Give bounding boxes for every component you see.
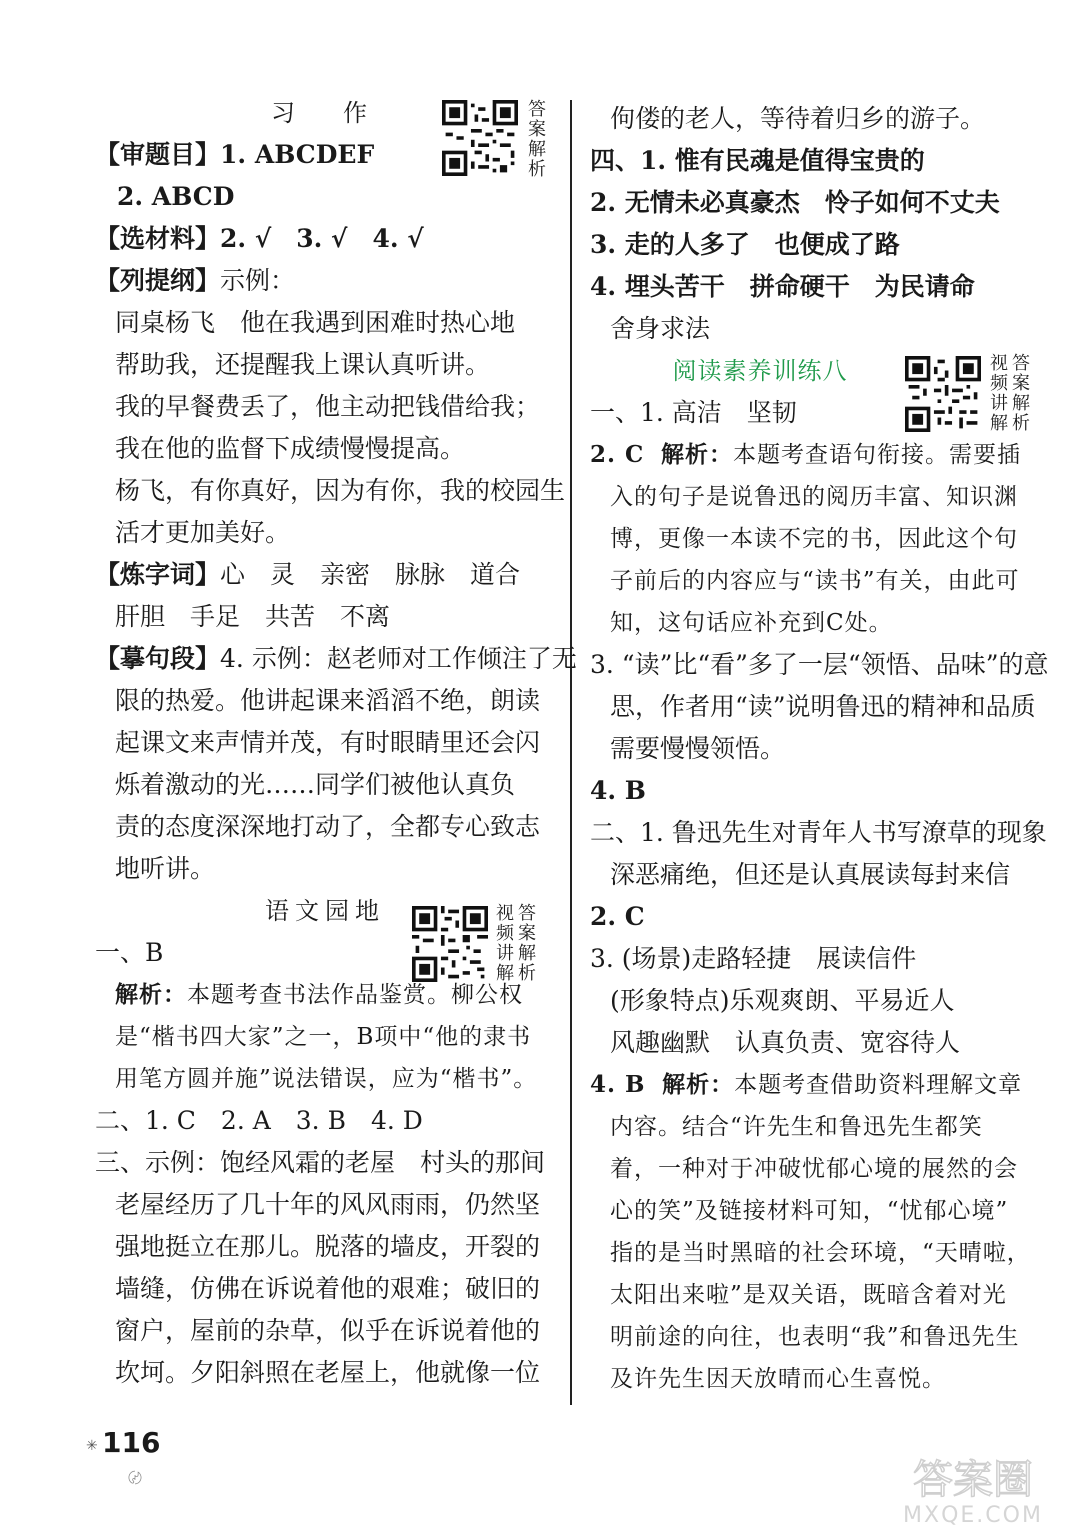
qr-code-icon [905,356,981,432]
answer-line: 2. 无情未必真豪杰 怜子如何不丈夫 [590,188,1000,217]
answer-line: 墙缝，仿佛在诉说着他的艰难；破旧的 [115,1274,541,1303]
answer-text: 示例： [220,266,296,295]
answer-line: 4. 埋头苦干 拼命硬干 为民请命 [590,272,975,301]
caption-char: 解 [496,963,514,984]
answer-text: 1. ABCDEF [220,140,375,169]
answer-line: 明前途的向往，也表明“我”和鲁迅先生 [610,1324,1020,1350]
qr-code-yuwenyuandi[interactable] [412,906,488,982]
qr-code-icon [442,100,518,176]
answer-line: 内容。结合“许先生和鲁迅先生都笑 [610,1114,983,1140]
tag-lietigang: 【列提纲】 [95,266,221,295]
caption-char: 解 [528,139,546,160]
answer-line: 坎坷。夕阳斜照在老屋上，他就像一位 [115,1358,541,1387]
answer-line: 2. C [590,902,645,931]
answer-line: 3. 走的人多了 也便成了路 [590,230,900,259]
caption-char: 析 [518,963,536,984]
caption-char: 案 [528,119,546,140]
page-number: 116 [102,1426,161,1459]
answer-line: 风趣幽默 认真负责、宽容待人 [610,1028,961,1057]
answer-line: 佝偻的老人，等待着归乡的游子。 [610,104,986,133]
answer-text: 心 灵 亲密 脉脉 道合 [220,560,521,589]
analysis-tag: 解析： [115,981,187,1008]
caption-char: 答 [528,99,546,120]
answer-line: 地听讲。 [115,854,216,883]
decorative-star-icon: ✳ [86,1438,98,1454]
answer-line: 子前后的内容应与“读书”有关，由此可 [610,568,1020,594]
qr-caption-answer [528,100,546,180]
answer-line: 烁着激动的光……同学们被他认真负 [115,770,516,799]
caption-char: 视 [496,903,514,924]
section-title-yuedu: 阅读素养训练八 [672,357,848,385]
caption-char: 讲 [496,943,514,964]
answer-line: 4. B [590,776,646,805]
caption-char: 解 [990,413,1008,434]
answer-line: 用笔方圆并施”说法错误，应为“楷书”。 [115,1066,538,1092]
answer-line: 2. ABCD [117,182,235,211]
answer-line: 指的是当时黑暗的社会环境，“天晴啦， [610,1240,1031,1266]
left-column [95,92,577,1394]
answer-text: 4. 示例：赵老师对工作倾注了无 [220,644,577,673]
caption-char: 答 [1012,353,1030,374]
caption-char: 解 [1012,393,1030,414]
answer-text: 本题考查书法作品鉴赏。柳公权 [187,982,523,1008]
watermark-logo [873,1448,1073,1528]
answer-line: 帮助我，还提醒我上课认真听讲。 [115,350,491,379]
answer-line: 限的热爱。他讲起课来滔滔不绝，朗读 [115,686,541,715]
qr-caption-video-answer [496,904,536,984]
answer-line: 心的笑”及链接材料可知，“忧郁心境” [610,1198,1009,1224]
answer-line: 二、1. 鲁迅先生对青年人书写潦草的现象 [590,818,1047,847]
analysis-tag: 解析： [660,441,733,468]
answer-line: 一、1. 高洁 坚韧 [590,398,797,427]
caption-char: 频 [990,373,1008,394]
analysis-tag: 解析： [662,1071,735,1098]
answer-line: 责的态度深深地打动了，全都专心致志 [115,812,541,841]
qr-code-icon [412,906,488,982]
answer-line: 3. (场景)走路轻捷 展读信件 [590,944,917,973]
answer-line: 二、1. C 2. A 3. B 4. D [95,1106,423,1135]
answer-line: 我的早餐费丢了，他主动把钱借给我； [115,392,541,421]
answer-line: 老屋经历了几十年的风风雨雨，仍然坚 [115,1190,541,1219]
answer-line: 思，作者用“读”说明鲁迅的精神和品质 [610,692,1036,721]
answer-line: 窗户，屋前的杂草，似乎在诉说着他的 [115,1316,541,1345]
tag-mojuduan: 【摹句段】 [95,644,221,673]
answer-line: 着，一种对于冲破忧郁心境的展然的会 [610,1156,1018,1182]
tag-xuancailiao: 【选材料】 [95,224,221,253]
answer-line: 博，更像一本读不完的书，因此这个句 [610,526,1018,552]
answer-line: 及许先生因天放晴而心生喜悦。 [610,1366,946,1392]
caption-char: 答 [518,903,536,924]
answer-line: 深恶痛绝，但还是认真展读每封来信 [610,860,1011,889]
decorative-curl-icon: 〄 [128,1471,142,1487]
right-column [590,98,1050,1400]
answer-line: (形象特点)乐观爽朗、平易近人 [610,986,955,1015]
answer-line: 一、B [95,938,164,967]
qr-code-yuedu[interactable] [905,356,981,432]
answer-line: 是“楷书四大家”之一，B项中“他的隶书 [115,1024,532,1050]
caption-char: 案 [518,923,536,944]
qr-code-xizuo[interactable] [442,100,518,176]
watermark-domain: MXQE.COM [903,1503,1043,1528]
answer-line: 3. “读”比“看”多了一层“领悟、品味”的意 [590,650,1049,679]
section-title-yuwenyuandi: 语文园地 [265,897,385,925]
answer-line: 杨飞，有你真好，因为有你，我的校园生 [115,476,566,505]
answer-line: 入的句子是说鲁迅的阅历丰富、知识渊 [610,484,1018,510]
answer-text: 本题考查语句衔接。需要插 [732,442,1021,468]
question-number: 2. C [590,441,645,468]
caption-char: 析 [1012,413,1030,434]
tag-shentimu: 【审题目】 [95,140,221,169]
section-title-xizuo: 习 作 [271,99,379,127]
answer-text: 2. √ 3. √ 4. √ [220,224,424,253]
caption-char: 案 [1012,373,1030,394]
answer-line: 太阳出来啦”是双关语，既暗含着对光 [610,1282,1007,1308]
caption-char: 讲 [990,393,1008,414]
answer-line: 我在他的监督下成绩慢慢提高。 [115,434,466,463]
answer-line: 需要慢慢领悟。 [610,734,786,763]
answer-line: 知，这句话应补充到C处。 [610,610,893,636]
caption-char: 频 [496,923,514,944]
answer-line: 活才更加美好。 [115,518,291,547]
column-divider [570,100,572,1405]
question-number: 4. B [590,1071,646,1098]
tag-lianzici: 【炼字词】 [95,560,221,589]
answer-line: 舍身求法 [610,314,711,343]
caption-char: 视 [990,353,1008,374]
caption-char: 析 [528,159,546,180]
answer-line: 同桌杨飞 他在我遇到困难时热心地 [115,308,516,337]
qr-caption-video-answer [990,354,1030,434]
answer-line: 肝胆 手足 共苦 不离 [115,602,391,631]
answer-line: 起课文来声情并茂，有时眼睛里还会闪 [115,728,541,757]
caption-char: 解 [518,943,536,964]
answer-line: 三、示例：饱经风霜的老屋 村头的那间 [95,1148,546,1177]
answer-line: 强地挺立在那儿。脱落的墙皮，开裂的 [115,1232,541,1261]
answer-text: 本题考查借助资料理解文章 [734,1072,1023,1098]
watermark-text: 答案圈 [913,1457,1033,1503]
answer-line: 四、1. 惟有民魂是值得宝贵的 [590,146,925,175]
